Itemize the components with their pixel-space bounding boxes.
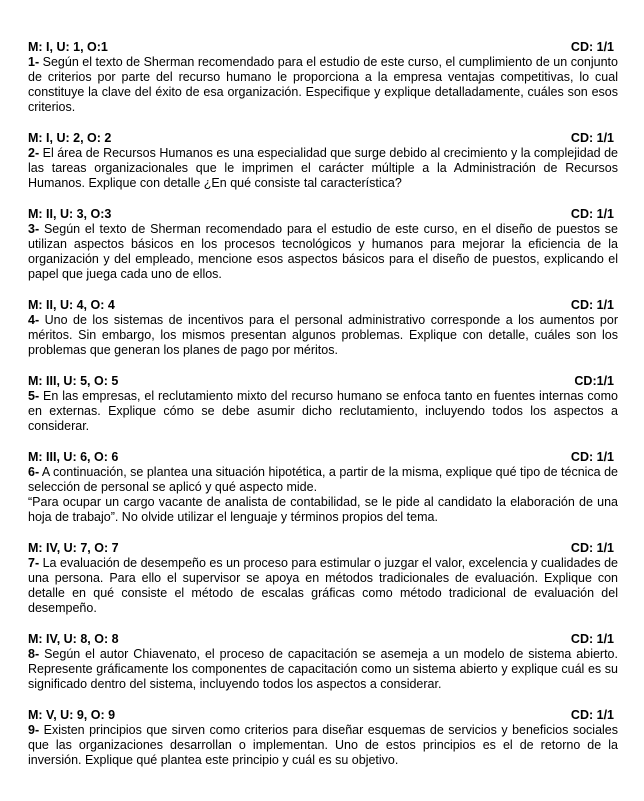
question-2 [28, 131, 618, 191]
exam-document [28, 40, 618, 784]
module-unit-objective: M: III, U: 5, O: 5 [28, 374, 119, 388]
question-9 [28, 708, 618, 768]
question-text [28, 313, 618, 358]
question-meta [28, 374, 618, 389]
question-body: En las empresas, el reclutamiento mixto del recurso humano se enfoca tanto en fuentes internas como en externas. Explique cómo se debe asumir dicho reclutamiento, incluyendo todos los aspectos a considerar. [28, 389, 618, 433]
module-unit-objective: M: I, U: 2, O: 2 [28, 131, 112, 145]
question-meta [28, 298, 618, 313]
question-text [28, 222, 618, 282]
question-text [28, 723, 618, 768]
module-unit-objective: M: V, U: 9, O: 9 [28, 708, 116, 722]
question-body: El área de Recursos Humanos es una especialidad que surge debido al crecimiento y la complejidad de las tareas organizacionales que le imprimen el carácter múltiple a la Administración de Recursos Humanos. Explique con detalle ¿En qué consiste tal característica? [28, 146, 618, 190]
question-number: 4- [28, 313, 40, 327]
question-3 [28, 207, 618, 282]
question-body: Uno de los sistemas de incentivos para el personal administrativo corresponde a los aumentos por méritos. Sin embargo, los mismos presentan algunos problemas. Explique con detalle, cuáles son los problemas que generan los planes de pago por méritos. [28, 313, 618, 357]
question-meta [28, 632, 618, 647]
module-unit-objective: M: III, U: 6, O: 6 [28, 450, 119, 464]
question-meta [28, 708, 618, 723]
question-meta [28, 450, 618, 465]
question-5 [28, 374, 618, 434]
cd-label: CD:1/1 [574, 374, 614, 388]
question-text [28, 146, 618, 191]
module-unit-objective: M: IV, U: 7, O: 7 [28, 541, 119, 555]
cd-label: CD: 1/1 [570, 207, 614, 221]
question-body: La evaluación de desempeño es un proceso para estimular o juzgar el valor, excelencia y cualidades de una persona. Para ello el supervisor se apoya en métodos tradicionales de evaluación. Explique con detalle en qué consiste el método de escalas gráficas como método tradicional de evaluación del desempeño. [28, 556, 618, 615]
question-meta [28, 541, 618, 556]
question-number: 3- [28, 222, 40, 236]
cd-label: CD: 1/1 [570, 708, 614, 722]
question-number: 8- [28, 647, 40, 661]
question-meta [28, 131, 618, 146]
cd-label: CD: 1/1 [570, 131, 614, 145]
question-text [28, 55, 618, 115]
question-4 [28, 298, 618, 358]
question-number: 5- [28, 389, 40, 403]
question-8 [28, 632, 618, 692]
question-body: Según el autor Chiavenato, el proceso de capacitación se asemeja a un modelo de sistema abierto. Represente gráficamente los componentes de capacitación como un sistema abierto y explique cuál es su significado dentro del sistema, incluyendo todos los aspectos a considerar. [28, 647, 618, 691]
question-body: Según el texto de Sherman recomendado para el estudio de este curso, en el diseño de puestos se utilizan aspectos básicos en los procesos tecnológicos y humanos para mejorar la eficiencia de la organización y del empleado, mencione esos aspectos básicos para el diseño de puestos, explicando el papel que juega cada uno de ellos. [28, 222, 618, 281]
question-number: 2- [28, 146, 40, 160]
cd-label: CD: 1/1 [570, 298, 614, 312]
question-quote: “Para ocupar un cargo vacante de analista de contabilidad, se le pide al candidato la elaboración de una hoja de trabajo”. No olvide utilizar el lenguaje y términos propios del tema. [28, 495, 618, 524]
cd-label: CD: 1/1 [570, 541, 614, 555]
question-text [28, 647, 618, 692]
module-unit-objective: M: II, U: 4, O: 4 [28, 298, 115, 312]
question-number: 9- [28, 723, 40, 737]
module-unit-objective: M: II, U: 3, O:3 [28, 207, 112, 221]
question-text [28, 389, 618, 434]
module-unit-objective: M: I, U: 1, O:1 [28, 40, 108, 54]
question-7 [28, 541, 618, 616]
question-1 [28, 40, 618, 115]
question-6 [28, 450, 618, 525]
question-meta [28, 40, 618, 55]
cd-label: CD: 1/1 [570, 632, 614, 646]
question-body: A continuación, se plantea una situación hipotética, a partir de la misma, explique qué tipo de técnica de selección de personal se aplicó y qué aspecto mide. [28, 465, 618, 494]
question-number: 7- [28, 556, 40, 570]
question-body: Existen principios que sirven como criterios para diseñar esquemas de servicios y beneficios sociales que las organizaciones desarrollan o implementan. Uno de estos principios es el de retorno de la inversión. Explique qué plantea este principio y cuál es su objetivo. [28, 723, 618, 767]
question-text [28, 465, 618, 495]
question-body: Según el texto de Sherman recomendado para el estudio de este curso, el cumplimiento de un conjunto de criterios por parte del recurso humano le proporciona a la empresa ventajas competitivas, lo cual constituye la clave del éxito de esa organización. Especifique y explique detalladamente, cuáles son esos criterios. [28, 55, 618, 114]
question-text [28, 556, 618, 616]
question-meta [28, 207, 618, 222]
question-number: 6- [28, 465, 40, 479]
question-number: 1- [28, 55, 40, 69]
module-unit-objective: M: IV, U: 8, O: 8 [28, 632, 119, 646]
cd-label: CD: 1/1 [570, 40, 614, 54]
cd-label: CD: 1/1 [570, 450, 614, 464]
